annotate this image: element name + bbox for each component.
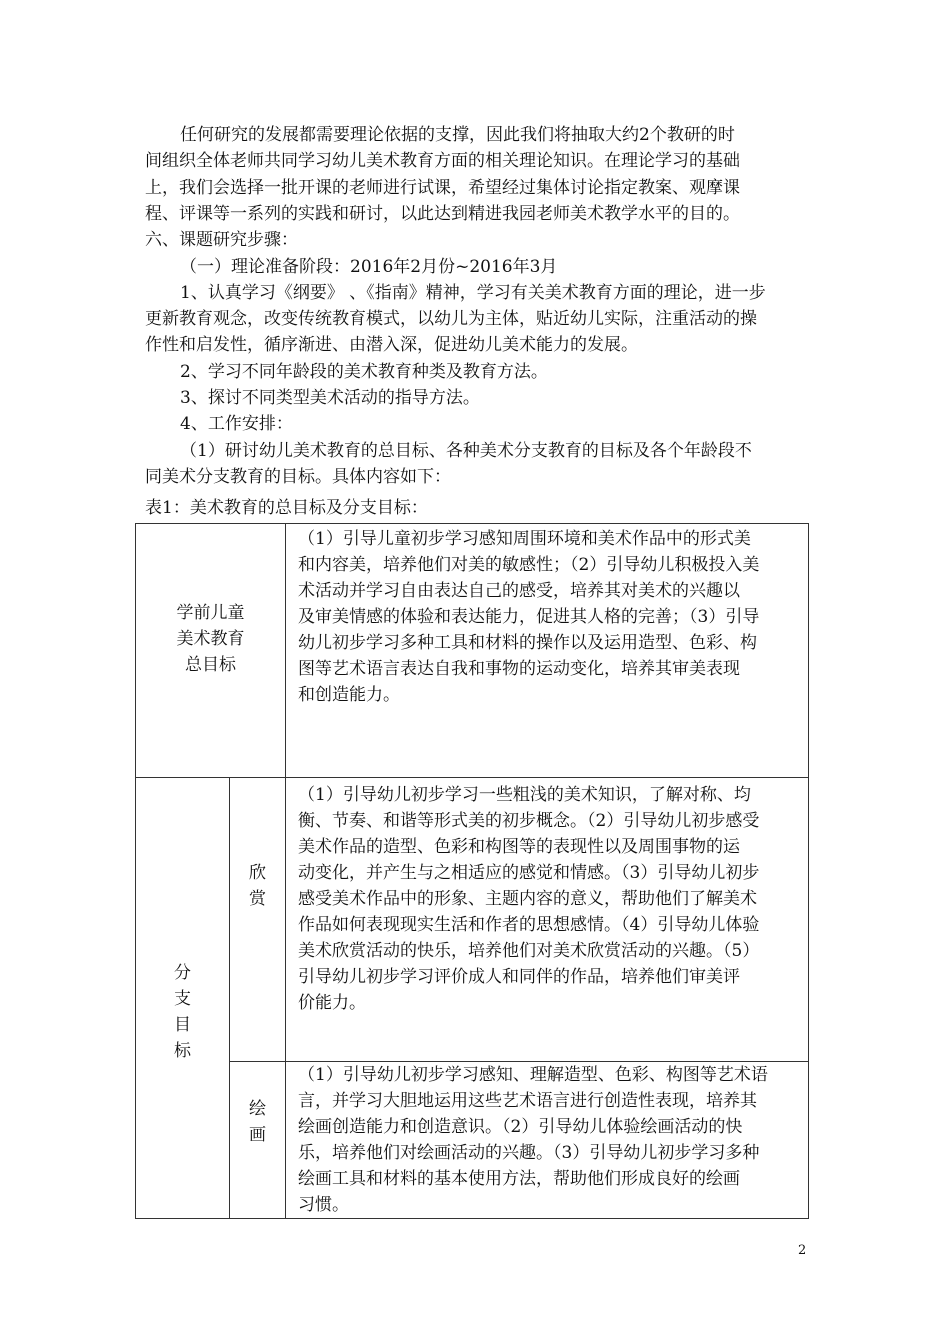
body-text-line: 上，我们会选择一批开课的老师进行试课，希望经过集体讨论指定教案、观摩课 (145, 177, 740, 198)
painting-text-cell (286, 1062, 809, 1219)
appreciation-label-char: 欣 (249, 863, 266, 883)
body-text-line: 2、学习不同年龄段的美术教育种类及教育方法。 (180, 361, 548, 382)
body-text-line: 1、认真学习《纲要》 、《指南》精神，学习有关美术教育方面的理论，进一步 (180, 282, 766, 303)
appreciation-text-cell (286, 778, 809, 1062)
body-text-line: 任何研究的发展都需要理论依据的支撑，因此我们将抽取大约2个教研的时 (180, 125, 735, 145)
overall-text-line: 和内容美，培养他们对美的敏感性；（2）引导幼儿积极投入美 (298, 555, 760, 575)
overall-goal-row (136, 524, 809, 778)
overall-text-line: 和创造能力。 (298, 685, 400, 705)
appreciation-label-char: 赏 (249, 889, 266, 909)
painting-text-line: （1）引导幼儿初步学习感知、理解造型、色彩、构图等艺术语 (298, 1065, 768, 1085)
overall-goal-label (136, 600, 285, 678)
appreciation-text (286, 778, 808, 1016)
overall-label-line: 学前儿童 (176, 602, 245, 623)
body-text-line: 六、课题研究步骤： (145, 230, 298, 251)
page-number: 2 (798, 1243, 807, 1258)
appreciation-text-line: （1）引导幼儿初步学习一些粗浅的美术知识，了解对称、均 (298, 785, 751, 805)
overall-text-line: 术活动并学习自由表达自己的感受，培养其对美术的兴趣以 (298, 581, 740, 601)
overall-goal-text (286, 524, 808, 708)
branch-goal-label-cell (136, 778, 230, 1219)
painting-text-line: 习惯。 (298, 1195, 349, 1215)
painting-label-char: 绘 (249, 1099, 266, 1119)
body-text-line: 4、工作安排： (180, 414, 293, 435)
appreciation-row (136, 778, 809, 1062)
overall-label-line: 总目标 (185, 654, 236, 675)
appreciation-text-line: 美术作品的造型、色彩和构图等的表现性以及周围事物的运 (298, 837, 740, 857)
branch-goal-label (136, 960, 229, 1064)
overall-goal-text-cell (286, 524, 809, 778)
body-text-line: 间组织全体老师共同学习幼儿美术教育方面的相关理论知识。在理论学习的基础 (145, 151, 740, 172)
painting-text-line: 绘画创造能力和创造意识。（2）引导幼儿体验绘画活动的快 (298, 1117, 743, 1137)
appreciation-text-line: 引导幼儿初步学习评价成人和同伴的作品，培养他们审美评 (298, 967, 740, 987)
appreciation-text-line: 作品如何表现现实生活和作者的思想感情。（4）引导幼儿体验 (298, 915, 760, 935)
appreciation-text-line: 动变化，并产生与之相适应的感觉和情感。（3）引导幼儿初步 (298, 863, 760, 883)
appreciation-text-line: 衡、节奏、和谐等形式美的初步概念。（2）引导幼儿初步感受 (298, 811, 760, 831)
overall-goal-label-cell (136, 524, 286, 778)
branch-label-char: 标 (174, 1041, 191, 1061)
goals-table (135, 523, 809, 1219)
body-text-line: 作性和启发性，循序渐进、由潜入深，促进幼儿美术能力的发展。 (145, 335, 638, 356)
painting-label-char: 画 (249, 1125, 266, 1145)
branch-label-char: 分 (174, 963, 191, 983)
overall-text-line: 及审美情感的体验和表达能力，促进其人格的完善；（3）引导 (298, 607, 760, 627)
body-text-line: 程、评课等一系列的实践和研讨，以此达到精进我园老师美术教学水平的目的。 (145, 203, 740, 224)
painting-label-cell (230, 1062, 286, 1219)
branch-label-char: 支 (174, 989, 191, 1009)
painting-text-line: 言，并学习大胆地运用这些艺术语言进行创造性表现，培养其 (298, 1091, 757, 1111)
appreciation-text-line: 美术欣赏活动的快乐，培养他们对美术欣赏活动的兴趣。（5） (298, 941, 760, 961)
appreciation-text-line: 感受美术作品中的形象、主题内容的意义，帮助他们了解美术 (298, 889, 757, 909)
painting-text-line: 乐，培养他们对绘画活动的兴趣。（3）引导幼儿初步学习多种 (298, 1143, 760, 1163)
body-text-line: 同美术分支教育的目标。具体内容如下： (145, 466, 451, 487)
body-text-line: （1）研讨幼儿美术教育的总目标、各种美术分支教育的目标及各个年龄段不 (180, 440, 752, 461)
appreciation-label-cell (230, 778, 286, 1062)
painting-text-line: 绘画工具和材料的基本使用方法，帮助他们形成良好的绘画 (298, 1169, 740, 1189)
painting-label (230, 1062, 285, 1148)
overall-label-line: 美术教育 (176, 628, 245, 649)
painting-row (136, 1062, 809, 1219)
table-caption: 表1：美术教育的总目标及分支目标： (145, 498, 428, 518)
appreciation-label (230, 778, 285, 912)
overall-text-line: （1）引导儿童初步学习感知周围环境和美术作品中的形式美 (298, 529, 751, 549)
body-text-line: （一）理论准备阶段：2016年2月份~2016年3月 (180, 256, 558, 277)
overall-text-line: 幼儿初步学习多种工具和材料的操作以及运用造型、色彩、构 (298, 633, 757, 653)
overall-text-line: 图等艺术语言表达自我和事物的运动变化，培养其审美表现 (298, 659, 740, 679)
body-text-line: 3、探讨不同类型美术活动的指导方法。 (180, 388, 480, 408)
painting-text (286, 1062, 808, 1218)
body-text-line: 更新教育观念，改变传统教育模式，以幼儿为主体，贴近幼儿实际，注重活动的操 (145, 309, 757, 330)
appreciation-text-line: 价能力。 (298, 993, 366, 1013)
branch-label-char: 目 (174, 1015, 191, 1035)
